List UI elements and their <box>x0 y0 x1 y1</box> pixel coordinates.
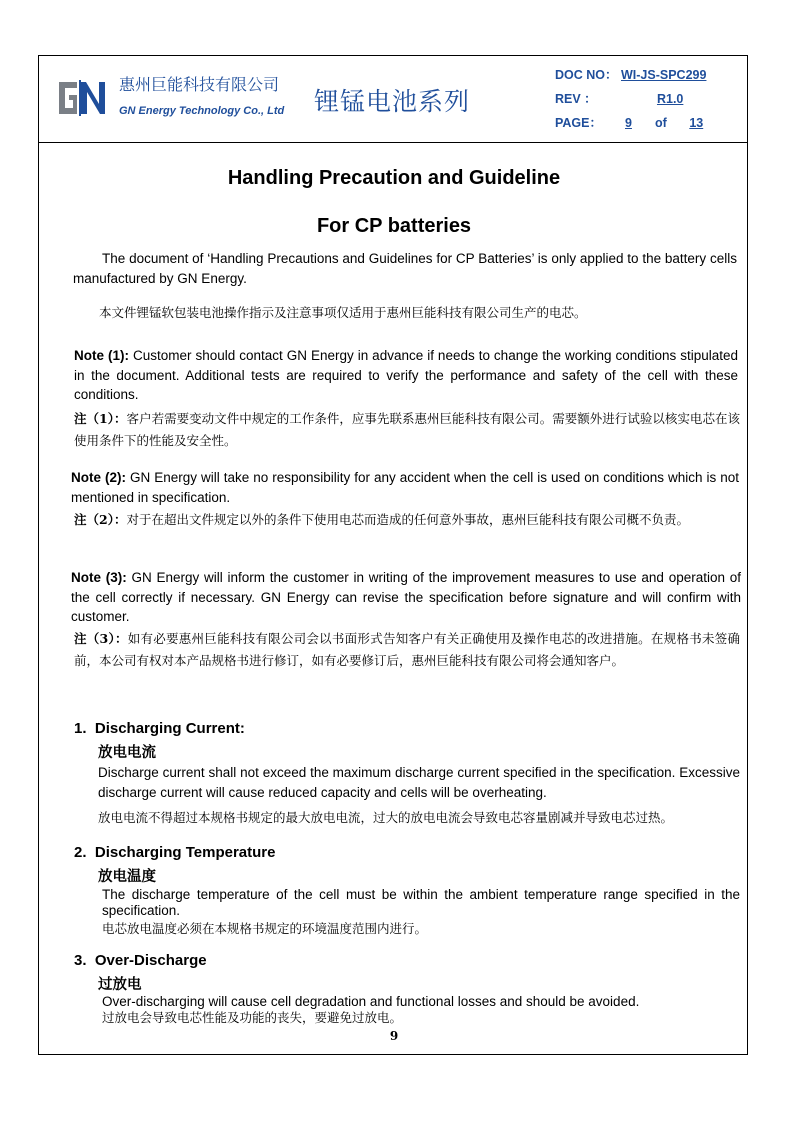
document-frame <box>38 55 748 1055</box>
title-line-2: For CP batteries <box>316 215 472 237</box>
note-3-label: Note (3): <box>71 570 127 585</box>
revision-row <box>555 89 740 107</box>
page-label: PAGE： <box>555 116 602 130</box>
section-1-heading-cn: 放电电流 <box>98 745 156 761</box>
revision-label: REV ： <box>555 92 597 106</box>
section-1-en: Discharge current shall not exceed the maximum discharge current specified in the specification. Excessive discharge current will cause reduced capacity and cells will be overheating. <box>98 765 740 800</box>
company-logo <box>55 76 109 120</box>
company-name-cn: 惠州巨能科技有限公司 <box>119 75 280 94</box>
title-line-1: Handling Precaution and Guideline <box>227 167 561 189</box>
section-1-number: 1. <box>74 720 87 737</box>
section-3-en: Over-discharging will cause cell degradation and functional losses and should be avoided. <box>102 994 640 1009</box>
doc-number-value: WI-JS-SPC299 <box>621 68 707 82</box>
note-1-label: Note (1): <box>74 348 129 363</box>
section-2-number: 2. <box>74 844 87 861</box>
section-3-number: 3. <box>74 952 87 969</box>
note-2-cn <box>74 509 740 531</box>
document-header <box>39 56 747 143</box>
section-1-title: Discharging Current: <box>94 720 245 737</box>
section-2-heading <box>74 844 275 861</box>
revision-value: R1.0 <box>656 92 684 106</box>
section-3-title: Over-Discharge <box>94 952 207 969</box>
note-1-cn-text: 客户若需要变动文件中规定的工作条件，应事先联系惠州巨能科技有限公司。需要额外进行试验以核实电芯在该使用条件下的性能及安全性。 <box>74 411 740 448</box>
note-2-label: Note (2): <box>71 470 126 485</box>
company-name-en: GN Energy Technology Co., Ltd <box>119 105 285 117</box>
note-3-text: GN Energy will inform the customer in writing of the improvement measures to use and operation of the cell correctly if necessary. GN Energy can revise the specification before signature and will confirm with customer. <box>71 570 741 624</box>
note-2-cn-label: 注（2）： <box>74 512 127 527</box>
section-3-cn: 过放电会导致电芯性能及功能的丧失，要避免过放电。 <box>102 1010 403 1025</box>
section-3-heading-cn: 过放电 <box>98 977 142 993</box>
page-number: 9 <box>389 1029 399 1043</box>
section-3-heading <box>74 952 207 969</box>
note-1-cn-label: 注（1）： <box>74 411 127 426</box>
section-1-heading <box>74 720 245 737</box>
intro-en: The document of ‘Handling Precautions and Guidelines for CP Batteries’ is only applied to the battery cells manufactured by GN Energy. <box>73 251 737 286</box>
section-1-cn: 放电电流不得超过本规格书规定的最大放电电流，过大的放电电流会导致电芯容量剧减并导致电芯过热。 <box>98 810 674 825</box>
note-3-cn-text: 如有必要惠州巨能科技有限公司会以书面形式告知客户有关正确使用及操作电芯的改进措施。在规格书未签确前，本公司有权对本产品规格书进行修订，如有必要修订后，惠州巨能科技有限公司将会通知客户。 <box>74 631 740 668</box>
doc-number-row <box>555 65 706 83</box>
page-row <box>555 113 722 131</box>
section-2-cn: 电芯放电温度必须在本规格书规定的环境温度范围内进行。 <box>102 921 428 936</box>
note-3-cn <box>74 628 740 672</box>
section-2-heading-cn: 放电温度 <box>98 869 156 885</box>
note-2-cn-text: 对于在超出文件规定以外的条件下使用电芯而造成的任何意外事故，惠州巨能科技有限公司概不负责。 <box>126 512 689 527</box>
note-1-en <box>74 346 738 405</box>
note-2-text: GN Energy will take no responsibility for any accident when the cell is used on conditions which is not mentioned in specification. <box>71 470 739 505</box>
note-3-en <box>71 568 741 627</box>
doc-number-label: DOC NO： <box>555 68 618 82</box>
section-2-title: Discharging Temperature <box>94 844 276 861</box>
intro-cn: 本文件锂锰软包装电池操作指示及注意事项仅适用于惠州巨能科技有限公司生产的电芯。 <box>99 305 587 320</box>
page-value: 9 <box>625 116 632 130</box>
section-2-en: The discharge temperature of the cell must be within the ambient temperature range specified in the specification. <box>102 887 740 918</box>
page-of: of <box>654 116 667 130</box>
series-title: 锂锰电池系列 <box>314 87 471 116</box>
note-1-cn <box>74 408 740 452</box>
note-3-cn-label: 注（3）： <box>74 631 128 646</box>
page-total: 13 <box>689 116 704 130</box>
note-1-text: Customer should contact GN Energy in advance if needs to change the working conditions stipulated in the document. Additional tests are required to verify the performance and safety of the cell with these conditions. <box>74 348 738 402</box>
note-2-en <box>71 468 739 507</box>
